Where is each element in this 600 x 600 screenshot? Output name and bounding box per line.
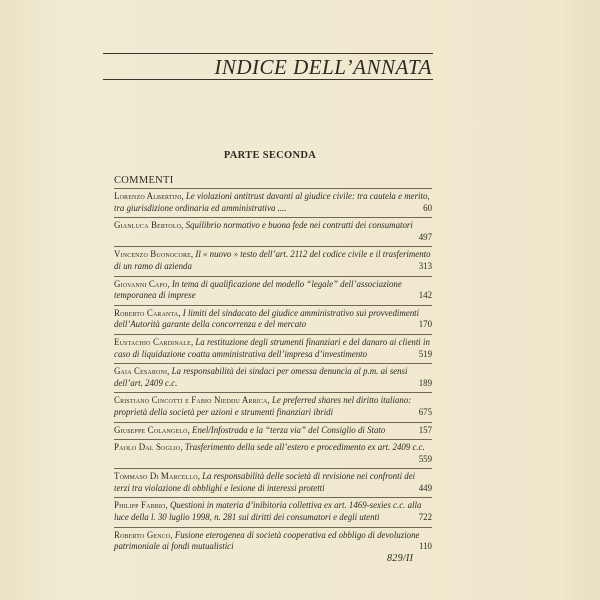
entry-page: 142 [418, 290, 432, 301]
entry-author: Lorenzo Albertini [114, 191, 182, 201]
section-heading: COMMENTI [114, 175, 174, 186]
entry-author: Tommaso Di Marcello [114, 471, 198, 482]
index-entry: Paolo Dal Soglio, Trasferimento della sede all’estero e procedimento ex art. 2409 c.c. 559 [114, 439, 432, 468]
index-entry: Eustachio Cardinale, La restituzione degli strumenti finanziari e del danaro ai clienti in caso di liquidazione coatta amministrativa dell’impresa d’investimento 519 [114, 334, 432, 363]
entry-page: 497 [418, 231, 432, 242]
entry-page: 559 [418, 453, 432, 464]
entry-author: Cristiano Cincotti e Fabio Nieddu Arrica [114, 395, 268, 406]
entry-title: I limiti del sindacato del giudice amministrativo sui provvedimenti dell’Autorità garante della concorrenza e del mercato [114, 307, 420, 330]
entry-page: 157 [418, 424, 432, 435]
entry-author: Gianluca Bertolo [114, 220, 182, 231]
entry-page: 189 [418, 377, 432, 388]
entry-author: Giovanni Capo [114, 278, 168, 289]
entry-author: Giuseppe Colangelo [114, 424, 188, 435]
index-entries [114, 188, 432, 556]
index-entry: Vincenzo Buonocore, Il « nuovo » testo dell’art. 2112 del codice civile e il trasferimento di un ramo di azienda 313 [114, 246, 432, 275]
entry-page: 722 [418, 512, 432, 523]
index-entry: Lorenzo Albertini, Le violazioni antitrust davanti al giudice civile: tra cautela e merito, tra giurisdizione ordinaria ed amministrativa .... 60 [114, 188, 432, 217]
index-entry: Roberto Genco, Fusione eterogenea di società cooperativa ed obbligo di devoluzione patrimoniale ai fondi mutualistici 110 [114, 527, 432, 556]
index-entry: Tommaso Di Marcello, La responsabilità delle società di revisione nei confronti dei terzi tra violazione di obblighi e lesione di interessi protetti 449 [114, 468, 432, 497]
index-entry: Roberto Caranta, I limiti del sindacato del giudice amministrativo sui provvedimenti dell’Autorità garante della concorrenza e del mercato 170 [114, 305, 432, 334]
entry-title: Trasferimento della sede all’estero e procedimento ex art. 2409 c.c. [184, 442, 425, 453]
entry-title: In tema di qualificazione del modello “legale” dell’associazione temporanea di imprese [114, 278, 402, 301]
header-rule-bottom [103, 79, 433, 80]
part-heading: PARTE SECONDA [223, 150, 317, 161]
index-entry: Cristiano Cincotti e Fabio Nieddu Arrica, Le preferred shares nel diritto italiano: proprietà della società per azioni e strumenti finanziari ibridi 675 [114, 392, 432, 421]
entry-author: Roberto Caranta [114, 307, 179, 318]
entry-author: Eustachio Cardinale [114, 336, 191, 347]
page-reference: 829/II [387, 553, 414, 564]
entry-title: Le violazioni antitrust davanti al giudice civile: tra cautela e merito, tra giurisdizione ordinaria ed amministrativa .... [114, 191, 430, 213]
entry-title: Questioni in materia d’inibitoria collettiva ex art. 1469-sexies c.c. alla luce della l. 30 luglio 1998, n. 281 sui diritti dei consumatori e degli utenti [114, 500, 422, 523]
entry-author: Gaia Cesaroni [114, 366, 168, 377]
entry-page: 519 [418, 348, 432, 359]
index-entry: Gaia Cesaroni, La responsabilità dei sindaci per omessa denuncia al p.m. ai sensi dell’art. 2409 c.c. 189 [114, 363, 432, 392]
entry-title: La responsabilità delle società di revisione nei confronti dei terzi tra violazione di obblighi e lesione di interessi protetti [114, 471, 416, 493]
entry-title: Squilibrio normativo e buona fede nei contratti dei consumatori [185, 220, 413, 231]
entry-author: Vincenzo Buonocore [114, 249, 191, 260]
index-entry: Gianluca Bertolo, Squilibrio normativo e buona fede nei contratti dei consumatori 497 [114, 217, 432, 246]
header-rule-top [103, 53, 433, 54]
entry-page: 449 [418, 482, 432, 493]
entry-page: 675 [418, 406, 432, 417]
entry-page: 313 [418, 260, 432, 271]
entry-author: Philipp Fabbio [114, 500, 166, 511]
entry-title: Fusione eterogenea di società cooperativa ed obbligo di devoluzione patrimoniale ai fondi mutualistici [114, 529, 420, 552]
entry-title: Il « nuovo » testo dell’art. 2112 del codice civile e il trasferimento di un ramo di azienda [114, 249, 431, 271]
entry-title: Enel/Infostrada e la “terza via” del Consiglio di Stato [192, 424, 386, 435]
entry-author: Paolo Dal Soglio [114, 442, 181, 453]
page-title: INDICE DELL’ANNATA [214, 55, 432, 79]
entry-page: 110 [419, 541, 432, 552]
entry-page: 170 [418, 319, 432, 330]
index-entry: Giuseppe Colangelo, Enel/Infostrada e la “terza via” del Consiglio di Stato 157 [114, 422, 432, 440]
index-entry: Giovanni Capo, In tema di qualificazione del modello “legale” dell’associazione temporanea di imprese 142 [114, 276, 432, 305]
entry-title: Le preferred shares nel diritto italiano: proprietà della società per azioni e strumenti finanziari ibridi [114, 395, 412, 417]
entry-title: La responsabilità dei sindaci per omessa denuncia al p.m. ai sensi dell’art. 2409 c.c. [114, 366, 408, 388]
entry-page: 60 [423, 202, 432, 213]
index-entry: Philipp Fabbio, Questioni in materia d’inibitoria collettiva ex art. 1469-sexies c.c. alla luce della l. 30 luglio 1998, n. 281 sui diritti dei consumatori e degli utenti 722 [114, 497, 432, 526]
entry-author: Roberto Genco [114, 529, 171, 540]
entry-title: La restituzione degli strumenti finanziari e del danaro ai clienti in caso di liquidazione coatta amministrativa dell’impresa d’investimento [114, 336, 430, 359]
